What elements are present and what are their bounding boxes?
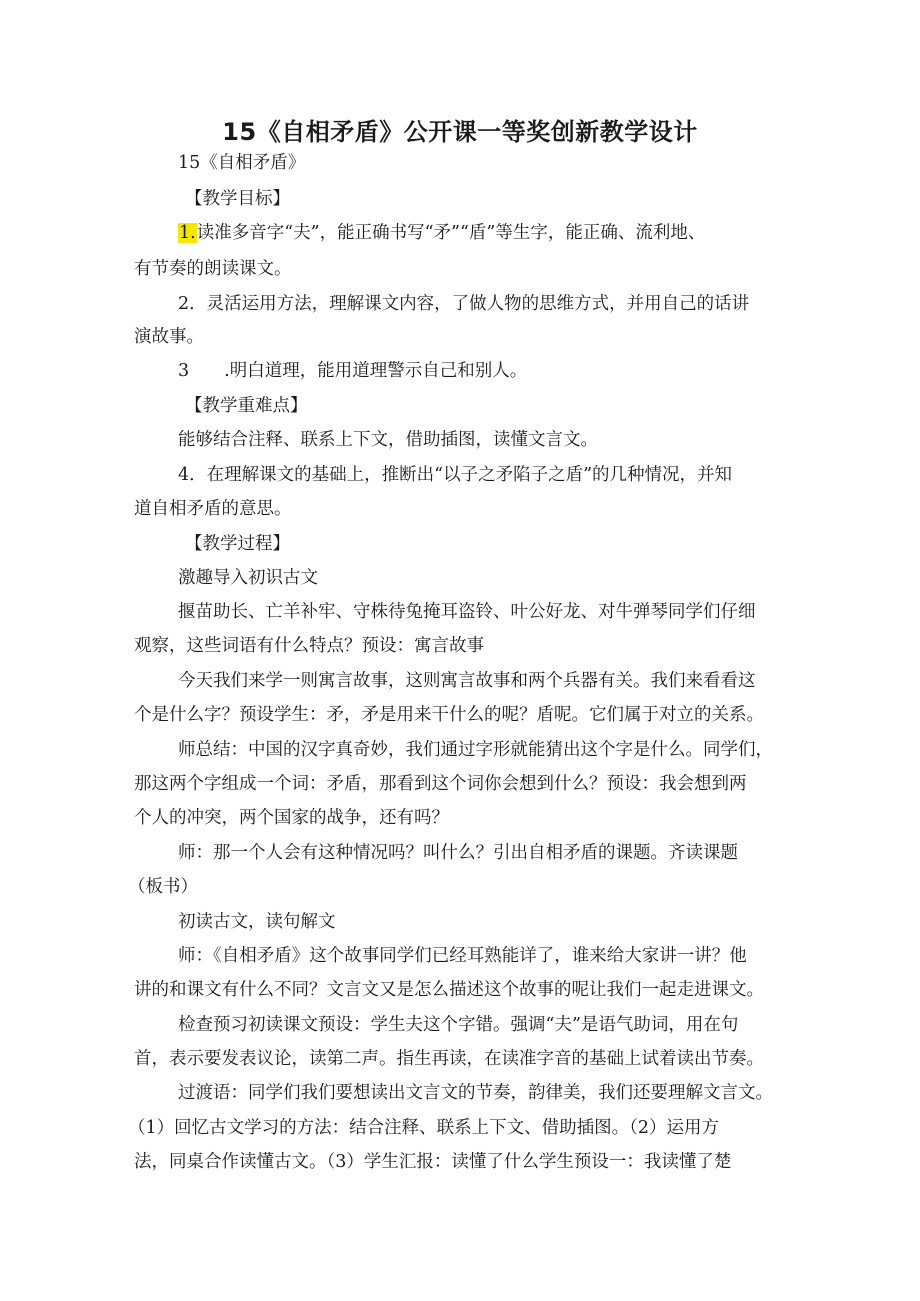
lesson-subtitle: 15《自相矛盾》: [178, 153, 306, 173]
paragraph-line: 今天我们来学一则寓言故事，这则寓言故事和两个兵器有关。我们来看看这: [178, 671, 756, 691]
paragraph-line: 检查预习初读课文预设：学生夫这个字错。强调“夫”是语气助词，用在句: [178, 1015, 739, 1035]
paragraph-line: 过渡语：同学们我们要想读出文言文的节奏，韵律美，我们还要理解文言文。: [178, 1083, 773, 1103]
objective-2-line-1: 2．灵活运用方法，理解课文内容，了做人物的思维方式，并用自己的话讲: [178, 294, 750, 314]
paragraph-line: 个人的冲突，两个国家的战争，还有吗？: [134, 808, 449, 828]
paragraph-line: 师：那一个人会有这种情况吗？叫什么？引出自相矛盾的课题。齐读课题: [178, 843, 738, 863]
section-heading-key-points: 【教学重难点】: [185, 396, 308, 416]
objective-3: 3 .明白道理，能用道理警示自己和别人。: [178, 361, 528, 381]
paragraph-line: 观察，这些词语有什么特点？预设：寓言故事: [134, 636, 484, 656]
paragraph-line: 师总结：中国的汉字真奇妙，我们通过字形就能猜出这个字是什么。同学们，: [178, 740, 773, 760]
highlighted-item-number: 1.: [179, 223, 196, 243]
objective-1-line-2: 有节奏的朗读课文。: [134, 259, 292, 279]
section-heading-objectives: 【教学目标】: [185, 189, 290, 209]
paragraph-line: 师：《自相矛盾》这个故事同学们已经耳熟能详了，谁来给大家讲一讲？他: [178, 946, 747, 966]
objective-1-text: 读准多音字“夫”，能正确书写“矛”“盾”等生字，能正确、流利地、: [196, 223, 706, 243]
paragraph-line: （板书）: [128, 877, 198, 897]
paragraph-line: 讲的和课文有什么不同？文言文又是怎么描述这个故事的呢让我们一起走进课文。: [134, 980, 764, 1000]
step-heading-reading: 初读古文，读句解文: [178, 912, 336, 932]
paragraph-line: （1）回忆古文学习的方法：结合注释、联系上下文、借助插图。（2）运用方: [128, 1118, 720, 1138]
objective-1-line-1: [178, 221, 705, 245]
key-point-1: 能够结合注释、联系上下文，借助插图，读懂文言文。: [178, 430, 598, 450]
paragraph-line: 揠苗助长、亡羊补牢、守株待兔掩耳盗铃、叶公好龙、对牛弹琴同学们仔细: [178, 602, 756, 622]
paragraph-line: 首，表示要发表议论，读第二声。指生再读，在读准字音的基础上试着读出节奏。: [134, 1049, 764, 1069]
paragraph-line: 个是什么字？预设学生：矛，矛是用来干什么的呢？盾呢。它们属于对立的关系。: [134, 705, 764, 725]
step-heading-intro: 激趣导入初识古文: [178, 568, 318, 588]
objective-2-line-2: 演故事。: [134, 327, 204, 347]
key-point-2-line-1: 4．在理解课文的基础上，推断出“以子之矛陷子之盾”的几种情况，并知: [178, 465, 733, 485]
document-title: 15《自相矛盾》公开课一等奖创新教学设计: [222, 118, 698, 146]
paragraph-line: 那这两个字组成一个词：矛盾，那看到这个词你会想到什么？预设：我会想到两: [134, 774, 747, 794]
key-point-2-line-2: 道自相矛盾的意思。: [134, 499, 292, 519]
section-heading-process: 【教学过程】: [185, 534, 290, 554]
paragraph-line: 法，同桌合作读懂古文。（3）学生汇报：读懂了什么学生预设一：我读懂了楚: [134, 1152, 732, 1172]
